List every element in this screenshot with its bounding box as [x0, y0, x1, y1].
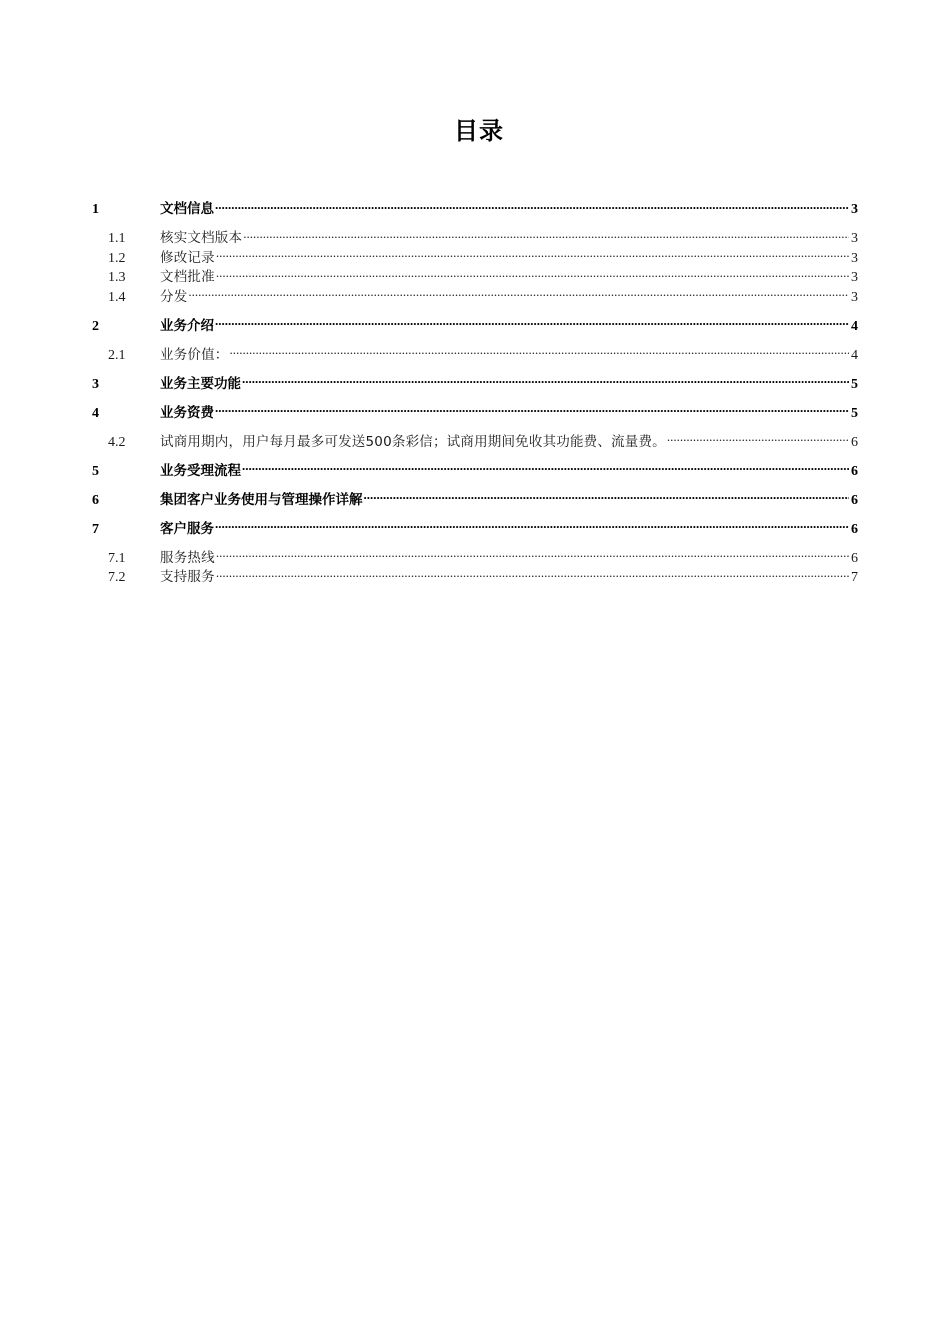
- toc-entry[interactable]: [92, 228, 858, 248]
- toc-entry-number: 3: [92, 376, 99, 392]
- toc-entry-title: 文档批准: [160, 269, 215, 285]
- toc-entry-page: 3: [851, 202, 858, 217]
- toc-entry[interactable]: [92, 199, 858, 219]
- toc-entry[interactable]: [92, 316, 858, 336]
- toc-entry-title: 核实文档版本: [160, 230, 243, 246]
- toc-entry-title: 业务介绍: [160, 317, 214, 334]
- toc-entry[interactable]: [92, 548, 858, 568]
- toc-entry-title: 分发: [160, 288, 188, 305]
- toc-entry-page: 4: [851, 318, 858, 334]
- toc-entry[interactable]: [92, 461, 858, 481]
- toc-entry-title: 修改记录: [160, 249, 215, 266]
- toc-leader-dots: [667, 432, 849, 446]
- toc-entry-title: 服务热线: [160, 549, 215, 566]
- toc-leader-dots: [215, 199, 849, 213]
- toc-entry-title: 支持服务: [160, 569, 215, 585]
- toc-entry[interactable]: [92, 432, 858, 452]
- toc-entry-title: 集团客户业务使用与管理操作详解: [160, 491, 363, 508]
- toc-leader-dots: [216, 548, 849, 562]
- toc-entry-title: 文档信息: [160, 201, 214, 217]
- toc-leader-dots: [230, 345, 850, 359]
- toc-entry[interactable]: [92, 403, 858, 423]
- toc-entry-number: 2.1: [108, 347, 126, 363]
- toc-leader-dots: [216, 567, 849, 581]
- toc-entry-page: 6: [851, 521, 858, 537]
- toc-entry-number: 7.2: [108, 570, 126, 585]
- table-of-contents: [92, 199, 858, 587]
- toc-entry-number: 1.2: [108, 250, 126, 266]
- toc-entry-page: 6: [851, 492, 858, 508]
- toc-entry-number: 1.3: [108, 270, 126, 285]
- toc-entry-title: 试商用期内，用户每月最多可发送500条彩信；试商用期间免收其功能费、流量费。: [160, 433, 666, 450]
- toc-entry-number: 1.4: [108, 289, 126, 305]
- toc-entry-title: 业务价值：: [160, 346, 229, 363]
- toc-entry[interactable]: [92, 345, 858, 365]
- toc-entry-page: 4: [851, 347, 858, 363]
- toc-entry-title: 业务资费: [160, 404, 214, 421]
- toc-leader-dots: [216, 267, 849, 281]
- toc-leader-dots: [216, 248, 849, 262]
- toc-entry-number: 7.1: [108, 550, 126, 566]
- toc-leader-dots: [242, 461, 849, 475]
- toc-entry-number: 2: [92, 318, 99, 334]
- toc-entry-number: 5: [92, 463, 99, 479]
- toc-entry-number: 4: [92, 405, 99, 421]
- toc-entry-number: 4.2: [108, 434, 126, 450]
- toc-entry-page: 6: [851, 463, 858, 479]
- toc-entry[interactable]: [92, 287, 858, 307]
- toc-entry[interactable]: [92, 490, 858, 510]
- toc-leader-dots: [188, 287, 849, 301]
- toc-leader-dots: [364, 490, 850, 504]
- toc-entry-page: 5: [851, 405, 858, 421]
- toc-entry-page: 6: [851, 550, 858, 566]
- toc-entry[interactable]: [92, 567, 858, 587]
- toc-entry[interactable]: [92, 248, 858, 268]
- toc-entry-title: 业务受理流程: [160, 462, 241, 479]
- toc-entry-title: 业务主要功能: [160, 375, 241, 392]
- toc-heading: 目录: [454, 117, 504, 145]
- toc-entry[interactable]: [92, 267, 858, 287]
- toc-entry-title: 客户服务: [160, 520, 214, 537]
- toc-entry-page: 3: [851, 231, 858, 246]
- toc-entry-page: 5: [851, 376, 858, 392]
- toc-leader-dots: [215, 403, 849, 417]
- toc-entry[interactable]: [92, 519, 858, 539]
- toc-leader-dots: [215, 519, 849, 533]
- toc-entry-page: 3: [851, 270, 858, 285]
- toc-entry-page: 7: [851, 570, 858, 585]
- toc-leader-dots: [242, 374, 849, 388]
- toc-entry-number: 1: [92, 202, 99, 217]
- toc-entry-number: 6: [92, 492, 99, 508]
- toc-entry-number: 7: [92, 521, 99, 537]
- toc-entry-page: 3: [851, 250, 858, 266]
- toc-entry-page: 3: [851, 289, 858, 305]
- toc-entry-page: 6: [851, 434, 858, 450]
- toc-leader-dots: [215, 316, 849, 330]
- toc-entry-number: 1.1: [108, 231, 126, 246]
- toc-entry[interactable]: [92, 374, 858, 394]
- toc-leader-dots: [243, 228, 849, 242]
